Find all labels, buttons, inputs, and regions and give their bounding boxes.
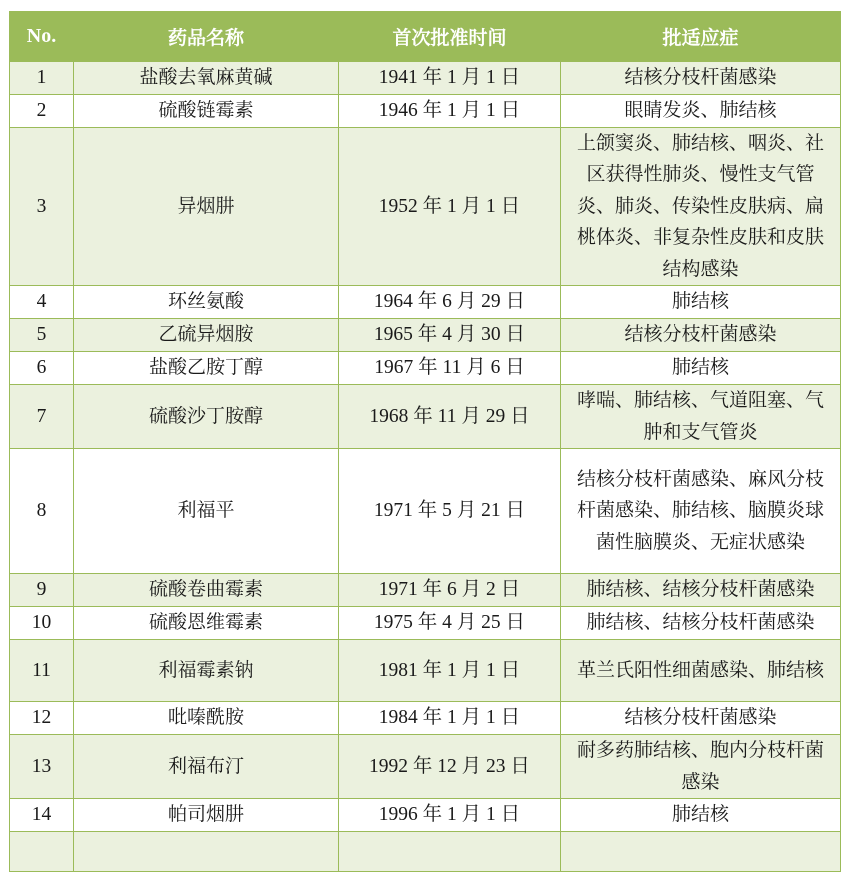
table-body [10, 62, 841, 872]
cell-no: 2 [10, 94, 74, 127]
cell-drug-name: 环丝氨酸 [74, 286, 339, 319]
cell-approval-date: 1941 年 1 月 1 日 [339, 62, 561, 95]
cell-drug-name: 帕司烟肼 [74, 799, 339, 832]
table-row [10, 319, 841, 352]
cell-no: 1 [10, 62, 74, 95]
table-row [10, 735, 841, 799]
cell-empty [74, 832, 339, 872]
cell-approval-date: 1981 年 1 月 1 日 [339, 640, 561, 702]
table-row [10, 574, 841, 607]
drug-table-container [9, 11, 841, 872]
table-row [10, 286, 841, 319]
header-approval-date: 首次批准时间 [339, 12, 561, 62]
table-row [10, 640, 841, 702]
cell-approval-date: 1967 年 11 月 6 日 [339, 352, 561, 385]
table-row-cutoff [10, 832, 841, 872]
cell-approval-date: 1965 年 4 月 30 日 [339, 319, 561, 352]
cell-indication: 结核分枝杆菌感染 [561, 702, 841, 735]
cell-no: 6 [10, 352, 74, 385]
cell-approval-date: 1971 年 6 月 2 日 [339, 574, 561, 607]
cell-approval-date: 1964 年 6 月 29 日 [339, 286, 561, 319]
cell-empty [561, 832, 841, 872]
table-row [10, 607, 841, 640]
cell-indication: 肺结核、结核分枝杆菌感染 [561, 574, 841, 607]
cell-indication: 肺结核 [561, 286, 841, 319]
cell-drug-name: 硫酸链霉素 [74, 94, 339, 127]
cell-approval-date: 1975 年 4 月 25 日 [339, 607, 561, 640]
table-row [10, 702, 841, 735]
cell-no: 12 [10, 702, 74, 735]
table-row [10, 385, 841, 449]
cell-indication: 哮喘、肺结核、气道阻塞、气肿和支气管炎 [561, 385, 841, 449]
cell-approval-date: 1952 年 1 月 1 日 [339, 127, 561, 286]
cell-indication: 肺结核 [561, 799, 841, 832]
cell-no: 4 [10, 286, 74, 319]
cell-drug-name: 利福布汀 [74, 735, 339, 799]
table-row [10, 62, 841, 95]
cell-indication: 眼睛发炎、肺结核 [561, 94, 841, 127]
cell-indication: 耐多药肺结核、胞内分枝杆菌感染 [561, 735, 841, 799]
cell-indication: 结核分枝杆菌感染 [561, 319, 841, 352]
cell-drug-name: 利福平 [74, 449, 339, 574]
cell-no: 11 [10, 640, 74, 702]
cell-empty [10, 832, 74, 872]
cell-no: 10 [10, 607, 74, 640]
cell-drug-name: 硫酸卷曲霉素 [74, 574, 339, 607]
cell-indication: 结核分枝杆菌感染 [561, 62, 841, 95]
table-row [10, 449, 841, 574]
header-no: No. [10, 12, 74, 62]
table-row [10, 352, 841, 385]
cell-drug-name: 硫酸恩维霉素 [74, 607, 339, 640]
cell-drug-name: 吡嗪酰胺 [74, 702, 339, 735]
cell-drug-name: 异烟肼 [74, 127, 339, 286]
cell-no: 5 [10, 319, 74, 352]
cell-approval-date: 1996 年 1 月 1 日 [339, 799, 561, 832]
cell-drug-name: 硫酸沙丁胺醇 [74, 385, 339, 449]
cell-no: 14 [10, 799, 74, 832]
cell-approval-date: 1984 年 1 月 1 日 [339, 702, 561, 735]
cell-indication: 肺结核、结核分枝杆菌感染 [561, 607, 841, 640]
header-drug-name: 药品名称 [74, 12, 339, 62]
header-indication: 批适应症 [561, 12, 841, 62]
cell-indication: 上颌窦炎、肺结核、咽炎、社区获得性肺炎、慢性支气管炎、肺炎、传染性皮肤病、扁桃体炎、非复杂性皮肤和皮肤结构感染 [561, 127, 841, 286]
cell-approval-date: 1971 年 5 月 21 日 [339, 449, 561, 574]
cell-drug-name: 乙硫异烟胺 [74, 319, 339, 352]
cell-no: 13 [10, 735, 74, 799]
cell-empty [339, 832, 561, 872]
cell-indication: 肺结核 [561, 352, 841, 385]
cell-drug-name: 盐酸乙胺丁醇 [74, 352, 339, 385]
cell-drug-name: 盐酸去氧麻黄碱 [74, 62, 339, 95]
table-row [10, 127, 841, 286]
cell-indication: 革兰氏阳性细菌感染、肺结核 [561, 640, 841, 702]
cell-approval-date: 1968 年 11 月 29 日 [339, 385, 561, 449]
cell-no: 7 [10, 385, 74, 449]
table-row [10, 94, 841, 127]
cell-no: 3 [10, 127, 74, 286]
cell-drug-name: 利福霉素钠 [74, 640, 339, 702]
cell-approval-date: 1946 年 1 月 1 日 [339, 94, 561, 127]
cell-no: 8 [10, 449, 74, 574]
table-header-row [10, 12, 841, 62]
cell-indication: 结核分枝杆菌感染、麻风分枝杆菌感染、肺结核、脑膜炎球菌性脑膜炎、无症状感染 [561, 449, 841, 574]
cell-no: 9 [10, 574, 74, 607]
drug-approval-table [9, 11, 841, 872]
cell-approval-date: 1992 年 12 月 23 日 [339, 735, 561, 799]
table-row [10, 799, 841, 832]
